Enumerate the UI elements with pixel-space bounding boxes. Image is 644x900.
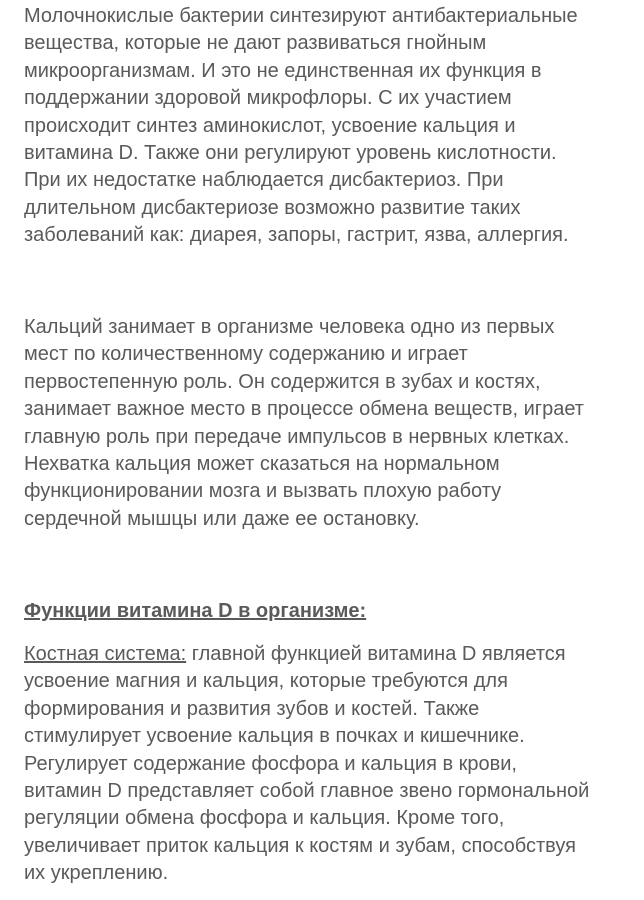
text-line: Регулирует содержание фосфора и кальция в крови, (24, 752, 517, 775)
text-line: При их недостатке наблюдается дисбактериоз. При (24, 169, 504, 192)
text-line: их укреплению. (24, 862, 169, 885)
text-line: витамина D. Также они регулируют уровень кислотности. (24, 141, 557, 164)
text-line: заболеваний как: диарея, запоры, гастрит, язва, аллергия. (24, 224, 569, 247)
text-line: стимулирует усвоение кальция в почках и кишечнике. (24, 725, 525, 748)
paragraph-bone-system (24, 641, 589, 888)
paragraph-calcium (24, 314, 584, 533)
text-line: сердечной мышцы или даже ее остановку. (24, 507, 420, 530)
text-line: главную роль при передаче импульсов в нервных клетках. (24, 425, 570, 448)
text-line: первостепенную роль. Он содержится в зубах и костях, (24, 370, 541, 393)
text-line: Кальций занимает в организме человека одно из первых (24, 316, 555, 338)
paragraph-lactic-bacteria (24, 3, 578, 250)
bone-system-label: Костная система: (24, 643, 187, 665)
text-line: поддержании здоровой микрофлоры. С их участием (24, 87, 512, 110)
text-line: происходит синтез аминокислот, усвоение кальция и (24, 114, 516, 137)
text-line: формирования и развития зубов и костей. Также (24, 697, 480, 720)
text-line: усвоение магния и кальция, которые требуются для (24, 670, 508, 693)
text-line: занимает важное место в процессе обмена веществ, играет (24, 398, 584, 421)
text-line: мест по количественному содержанию и играет (24, 343, 468, 366)
text-line: регуляции обмена фосфора и кальция. Кроме того, (24, 807, 505, 830)
text-line: вещества, которые не дают развиваться гнойным (24, 32, 487, 55)
text-line: Молочнокислые бактерии синтезируют антибактериальные (24, 5, 578, 27)
text-fragment: главной функцией витамина D является (186, 643, 566, 665)
text-line (24, 641, 589, 668)
section-heading-vitamin-d: Функции витамина D в организме: (24, 600, 367, 622)
text-line: функционировании мозга и вызвать плохую работу (24, 480, 502, 503)
text-line: увеличивает приток кальция к костям и зубам, способствуя (24, 834, 576, 857)
text-line: микроорганизмам. И это не единственная их функция в (24, 59, 542, 82)
text-line: Нехватка кальция может сказаться на нормальном (24, 452, 500, 475)
text-line: длительном дисбактериозе возможно развитие таких (24, 196, 521, 219)
text-line: витамин D представляет собой главное звено гормональной (24, 779, 590, 802)
